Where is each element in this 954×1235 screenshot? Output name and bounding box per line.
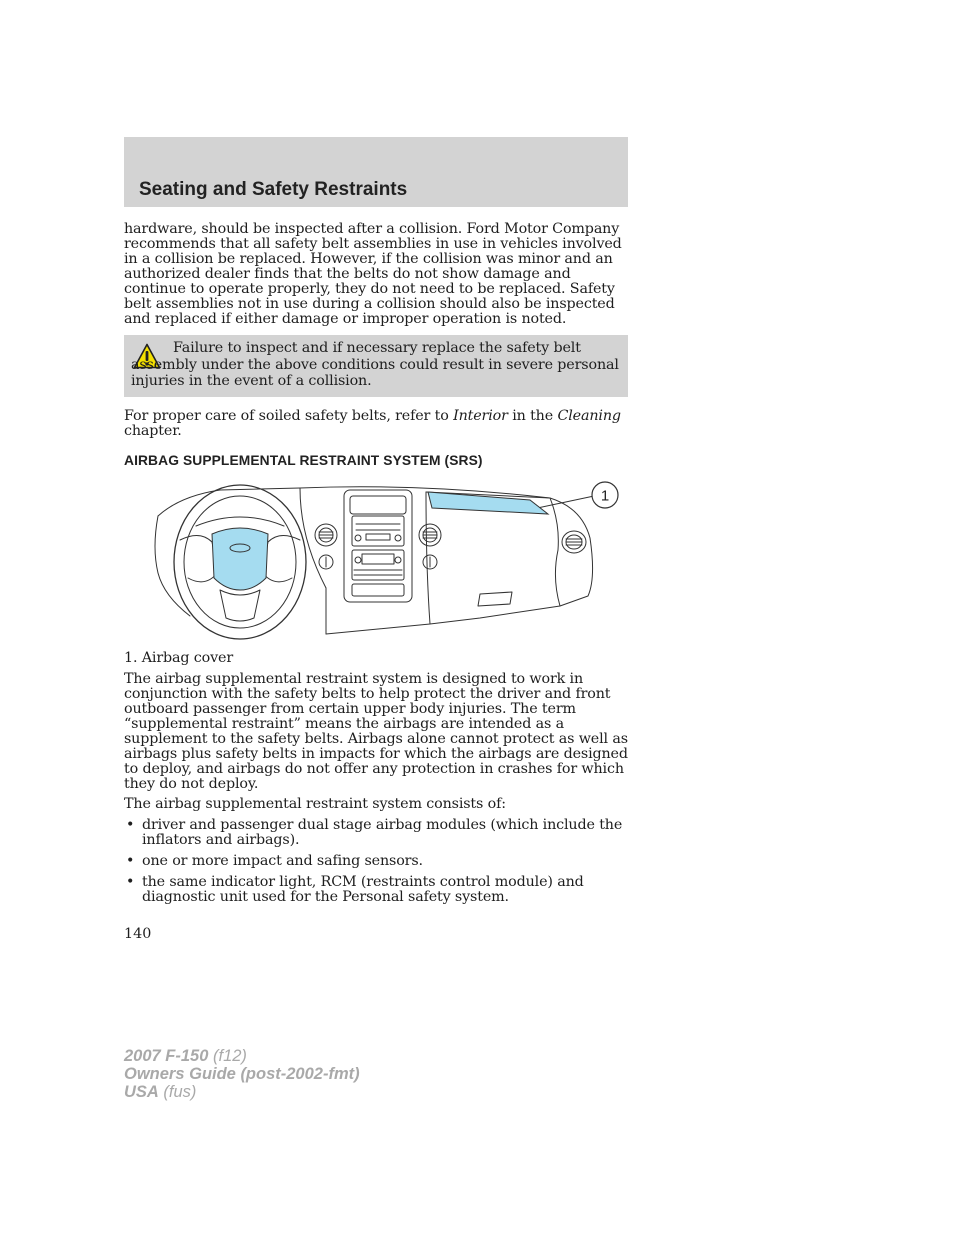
care-text-before: For proper care of soiled safety belts, refer to — [124, 408, 454, 424]
bullet-glyph: • — [126, 817, 135, 833]
link-cleaning: Cleaning — [557, 408, 621, 424]
bullet-glyph: • — [126, 853, 135, 869]
list-item — [124, 875, 628, 905]
paragraph-srs-consists: The airbag supplemental restraint system consists of: — [124, 796, 506, 812]
warning-text: Failure to inspect and if necessary replace the safety belt assembly under the above conditions could result in severe personal injuries in the event of a collision. — [131, 340, 619, 389]
callout-number: 1 — [600, 487, 610, 505]
paragraph-inspection: hardware, should be inspected after a collision. Ford Motor Company recommends that all safety belt assemblies in use in vehicles involved in a collision be replaced. However, if the collision was minor and an authorized dealer finds that the belts do not show damage and continue to operate properly, they do not need to be replaced. Safety belt assemblies not in use during a collision should also be inspected and replaced if either damage or improper operation is noted. — [124, 221, 622, 327]
footer-market: USA — [124, 1083, 159, 1101]
list-item — [124, 854, 628, 869]
dashboard-illustration — [150, 478, 630, 640]
footer — [124, 1047, 360, 1101]
footer-market-code: (fus) — [158, 1083, 197, 1101]
page-title: Seating and Safety Restraints — [139, 179, 408, 200]
section-heading: AIRBAG SUPPLEMENTAL RESTRAINT SYSTEM (SRS) — [124, 453, 483, 468]
link-interior: Interior — [453, 408, 508, 424]
list-item-text: one or more impact and safing sensors. — [142, 853, 423, 869]
list-item — [124, 818, 628, 848]
header-band — [124, 137, 628, 207]
list-item-text: the same indicator light, RCM (restraints control module) and diagnostic unit used for the Personal safety system. — [142, 874, 584, 905]
footer-model: 2007 F-150 — [124, 1047, 209, 1065]
paragraph-srs-description: The airbag supplemental restraint system is designed to work in conjunction with the safety belts to help protect the driver and front outboard passenger from certain upper body injuries. The term “supplemental restraint” means the airbags are intended as a supplement to the safety belts. Airbags alone cannot protect as well as airbags plus safety belts in impacts for which the airbags are designed to deploy, and airbags do not offer any protection in crashes for which they do not deploy. — [124, 671, 628, 792]
page-number: 140 — [124, 926, 152, 942]
care-text-after: chapter. — [124, 423, 182, 439]
srs-components-list — [124, 818, 628, 911]
warning-box — [124, 335, 628, 397]
paragraph-care — [124, 409, 628, 439]
bullet-glyph: • — [126, 874, 135, 890]
figure-caption: 1. Airbag cover — [124, 650, 234, 666]
footer-model-code: (f12) — [208, 1047, 247, 1065]
care-text-middle: in the — [507, 408, 558, 424]
list-item-text: driver and passenger dual stage airbag modules (which include the inflators and airbags). — [142, 817, 623, 848]
footer-guide: Owners Guide (post-2002-fmt) — [124, 1065, 360, 1083]
